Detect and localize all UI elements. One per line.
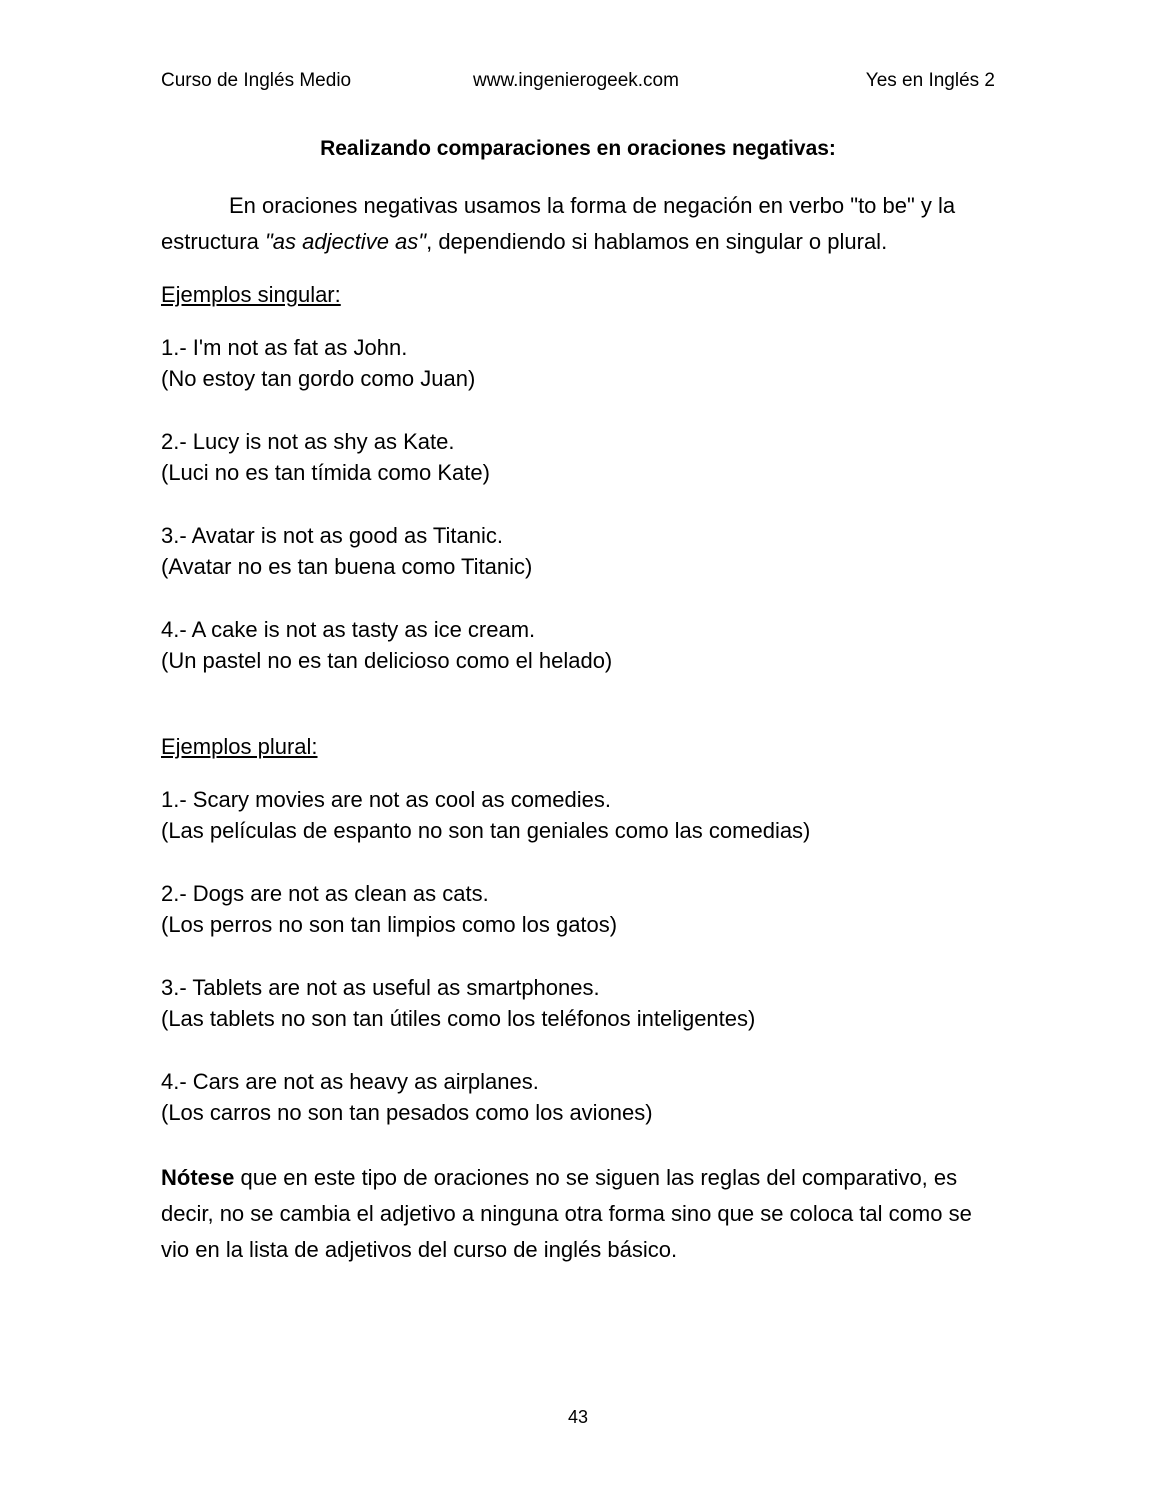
note-bold-word: Nótese xyxy=(161,1165,235,1190)
note-paragraph xyxy=(161,1160,995,1268)
singular-example-4 xyxy=(161,614,995,676)
section-spacer xyxy=(161,708,995,732)
plural-example-3 xyxy=(161,972,995,1034)
example-spanish: (No estoy tan gordo como Juan) xyxy=(161,366,476,391)
intro-text-2: , dependiendo si hablamos en singular o plural. xyxy=(426,229,888,254)
example-spanish: (Los perros no son tan limpios como los gatos) xyxy=(161,912,618,937)
example-spanish: (Avatar no es tan buena como Titanic) xyxy=(161,554,533,579)
example-spanish: (Luci no es tan tímida como Kate) xyxy=(161,460,490,485)
header-book-title: Yes en Inglés 2 xyxy=(865,70,995,91)
example-spanish: (Las películas de espanto no son tan geniales como las comedias) xyxy=(161,818,811,843)
example-english: 1.- I'm not as fat as John. xyxy=(161,335,408,360)
header-course-title: Curso de Inglés Medio xyxy=(161,70,352,91)
singular-example-3 xyxy=(161,520,995,582)
singular-example-1 xyxy=(161,332,995,394)
plural-example-4 xyxy=(161,1066,995,1128)
page-number: 43 xyxy=(567,1407,589,1427)
page-content xyxy=(161,134,995,1268)
plural-example-2 xyxy=(161,878,995,940)
singular-heading: Ejemplos singular: xyxy=(161,282,341,307)
example-english: 3.- Tablets are not as useful as smartphones. xyxy=(161,975,600,1000)
example-spanish: (Un pastel no es tan delicioso como el helado) xyxy=(161,648,613,673)
intro-paragraph xyxy=(161,188,995,260)
plural-heading: Ejemplos plural: xyxy=(161,734,318,759)
example-english: 3.- Avatar is not as good as Titanic. xyxy=(161,523,504,548)
example-english: 4.- A cake is not as tasty as ice cream. xyxy=(161,617,536,642)
header-website: www.ingenierogeek.com xyxy=(473,70,679,91)
plural-example-1 xyxy=(161,784,995,846)
page-header xyxy=(161,68,995,94)
example-spanish: (Los carros no son tan pesados como los aviones) xyxy=(161,1100,653,1125)
example-english: 2.- Dogs are not as clean as cats. xyxy=(161,881,489,906)
example-english: 4.- Cars are not as heavy as airplanes. xyxy=(161,1069,539,1094)
example-english: 2.- Lucy is not as shy as Kate. xyxy=(161,429,455,454)
singular-example-2 xyxy=(161,426,995,488)
intro-emphasis: "as adjective as" xyxy=(264,229,427,254)
section-title: Realizando comparaciones en oraciones negativas: xyxy=(320,137,836,160)
example-english: 1.- Scary movies are not as cool as comedies. xyxy=(161,787,611,812)
note-text: que en este tipo de oraciones no se siguen las reglas del comparativo, es decir, no se cambia el adjetivo a ninguna otra forma sino que se coloca tal como se vio en la lista de adjetivos del curso de inglés básico. xyxy=(161,1165,972,1262)
example-spanish: (Las tablets no son tan útiles como los teléfonos inteligentes) xyxy=(161,1006,756,1031)
intro-text-1: En oraciones negativas usamos la forma de negación en verbo "to be" y la estructura xyxy=(161,193,956,254)
